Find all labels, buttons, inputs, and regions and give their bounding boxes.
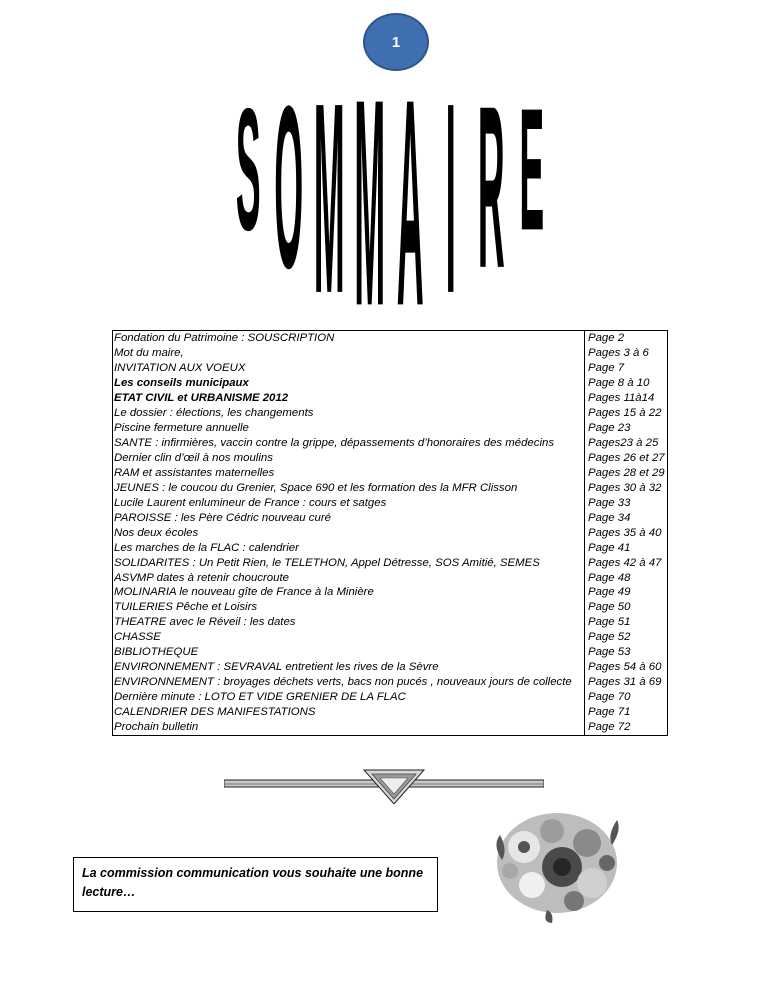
toc-entry-pages: Page 70 bbox=[588, 691, 631, 704]
title-letter: O bbox=[274, 78, 304, 310]
title-letter: M bbox=[313, 78, 345, 310]
toc-entry-label: MOLINARIA le nouveau gîte de France à la Minière bbox=[114, 586, 374, 599]
toc-entry-label: BIBLIOTHEQUE bbox=[114, 646, 199, 659]
toc-entry-label: SOLIDARITES : Un Petit Rien, le TELETHON, Appel Détresse, SOS Amitié, SEMES bbox=[114, 556, 540, 569]
toc-entry-label: CALENDRIER DES MANIFESTATIONS bbox=[114, 706, 316, 719]
title-letter: M bbox=[354, 78, 386, 310]
toc-entry-label: ETAT CIVIL et URBANISME 2012 bbox=[114, 391, 289, 404]
decorative-divider bbox=[224, 768, 544, 804]
toc-entry-label: CHASSE bbox=[114, 631, 161, 644]
toc-entry-pages: Pages 30 à 32 bbox=[588, 481, 662, 494]
toc-entry-label: Dernière minute : LOTO ET VIDE GRENIER DE LA FLAC bbox=[114, 691, 406, 704]
toc-entry-label: ENVIRONNEMENT : SEVRAVAL entretient les rives de la Sèvre bbox=[114, 661, 439, 674]
toc-entry-label: Prochain bulletin bbox=[114, 721, 199, 734]
page-number-badge bbox=[363, 13, 429, 71]
title-letters bbox=[236, 78, 544, 310]
page-number: 1 bbox=[391, 33, 401, 51]
toc-entry-pages: Pages 54 à 60 bbox=[588, 661, 662, 674]
toc-entry-label: SANTE : infirmières, vaccin contre la grippe, dépassements d’honoraires des médecins bbox=[114, 436, 555, 449]
title-letter: S bbox=[235, 78, 261, 267]
title-letter: E bbox=[519, 78, 545, 267]
toc-entry-pages: Page 33 bbox=[588, 496, 631, 509]
title-letter: I bbox=[445, 78, 456, 310]
closing-message-box bbox=[73, 857, 438, 912]
toc-entry-pages: Pages 15 à 22 bbox=[588, 406, 662, 419]
toc-entry-label: ENVIRONNEMENT : broyages déchets verts, bacs non pucés , nouveaux jours de collecte bbox=[114, 676, 572, 689]
toc-entry-pages: Pages23 à 25 bbox=[588, 436, 659, 449]
toc-entry-pages: Pages 3 à 6 bbox=[588, 346, 649, 359]
toc-entry-pages: Page 23 bbox=[588, 421, 631, 434]
toc-entry-label: TUILERIES Pêche et Loisirs bbox=[114, 601, 258, 614]
toc-labels-column bbox=[113, 331, 585, 735]
toc-entry-pages: Pages 11à14 bbox=[588, 391, 655, 404]
table-of-contents bbox=[112, 330, 668, 736]
toc-entry-label: Fondation du Patrimoine : SOUSCRIPTION bbox=[114, 332, 335, 344]
toc-entry-label: PAROISSE : les Père Cédric nouveau curé bbox=[114, 511, 331, 524]
toc-entry-pages: Page 7 bbox=[588, 361, 625, 374]
toc-entry-label: Les marches de la FLAC : calendrier bbox=[114, 541, 299, 554]
toc-entry-pages: Page 2 bbox=[588, 332, 625, 344]
toc-entry-label: Les conseils municipaux bbox=[114, 376, 249, 389]
toc-entry-pages: Page 34 bbox=[588, 511, 631, 524]
title-letter: R bbox=[477, 78, 505, 310]
toc-entry-label: JEUNES : le coucou du Grenier, Space 690 et les formation des la MFR Clisson bbox=[114, 481, 518, 494]
toc-entry-pages: Page 41 bbox=[588, 541, 631, 554]
toc-entry-pages: Page 48 bbox=[588, 571, 631, 584]
toc-entry-label: Piscine fermeture annuelle bbox=[114, 421, 249, 434]
toc-entry-label: Dernier clin d’œil à nos moulins bbox=[114, 451, 273, 464]
toc-entry-label: Lucile Laurent enlumineur de France : cours et satges bbox=[114, 496, 387, 509]
toc-entry-label: THEATRE avec le Réveil : les dates bbox=[114, 616, 296, 629]
toc-entry-label: INVITATION AUX VOEUX bbox=[114, 361, 246, 374]
toc-entry-pages: Page 71 bbox=[588, 706, 631, 719]
toc-entry-label: ASVMP dates à retenir choucroute bbox=[114, 571, 289, 584]
toc-entry-label: Le dossier : élections, les changements bbox=[114, 406, 314, 419]
toc-entry-pages: Pages 35 à 40 bbox=[588, 526, 662, 539]
toc-entry-label: Nos deux écoles bbox=[114, 526, 199, 539]
flower-bouquet-image bbox=[492, 805, 622, 923]
toc-pages-column bbox=[585, 331, 667, 735]
toc-entry-pages: Pages 26 et 27 bbox=[588, 451, 665, 464]
toc-entry-pages: Pages 42 à 47 bbox=[588, 556, 662, 569]
toc-entry-pages: Page 72 bbox=[588, 721, 631, 734]
toc-entry-pages: Page 8 à 10 bbox=[588, 376, 650, 389]
toc-entry-pages: Pages 28 et 29 bbox=[588, 466, 665, 479]
toc-entry-pages: Page 49 bbox=[588, 586, 631, 599]
toc-entry-label: RAM et assistantes maternelles bbox=[114, 466, 275, 479]
toc-entry-pages: Page 53 bbox=[588, 646, 631, 659]
toc-entry-pages: Page 50 bbox=[588, 601, 631, 614]
toc-entry-pages: Page 52 bbox=[588, 631, 631, 644]
toc-entry-pages: Page 51 bbox=[588, 616, 631, 629]
sommaire-title bbox=[200, 78, 580, 310]
toc-entry-pages: Pages 31 à 69 bbox=[588, 676, 662, 689]
toc-entry-label: Mot du maire, bbox=[114, 346, 184, 359]
title-letter: A bbox=[396, 78, 424, 310]
closing-message: La commission communication vous souhaite une bonne lecture… bbox=[82, 866, 424, 899]
